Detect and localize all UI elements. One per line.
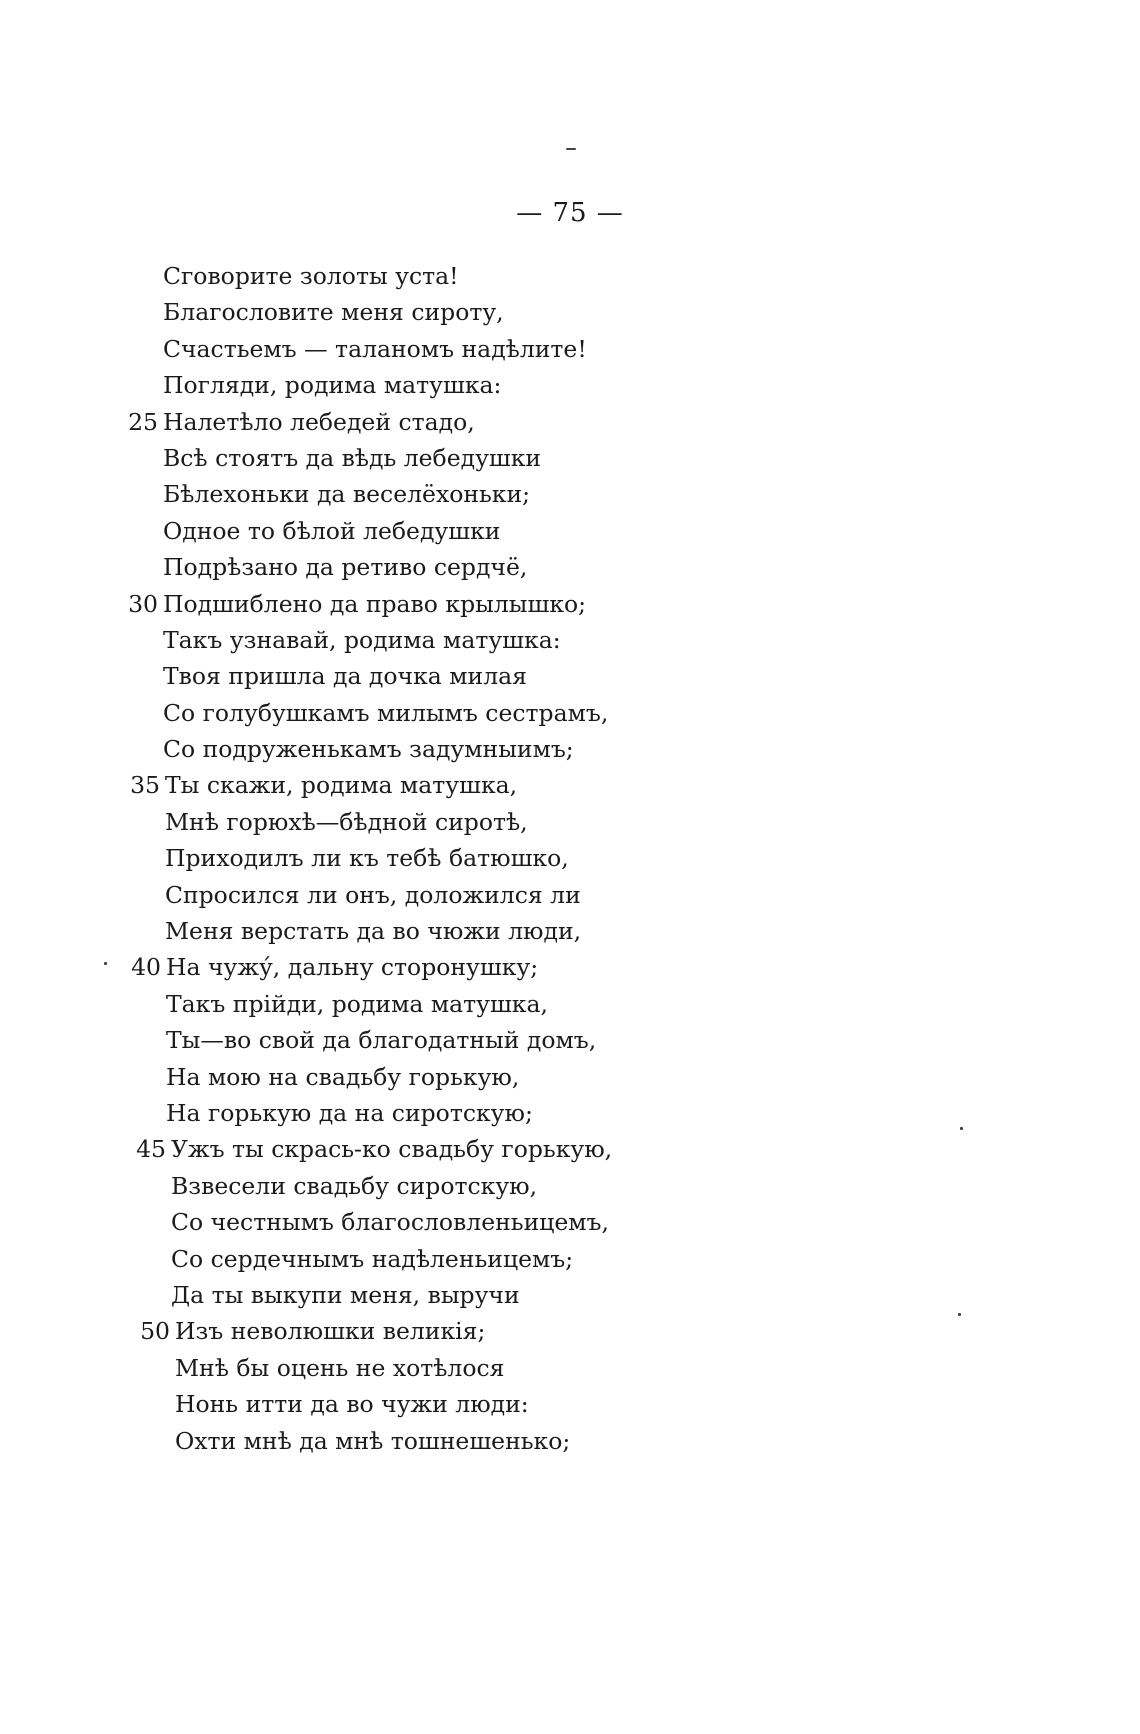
- poem-line: [0, 1313, 1140, 1349]
- line-text: Охти мнѣ да мнѣ тошнешенько;: [175, 1426, 571, 1455]
- poem-line: [0, 1350, 1140, 1386]
- line-number: 50: [140, 1317, 170, 1346]
- line-text: Со честнымъ благословленьицемъ,: [171, 1208, 609, 1237]
- poem-line: [0, 1022, 1140, 1058]
- line-text: Да ты выкупи меня, выручи: [171, 1280, 520, 1309]
- line-text: Взвесели свадьбу сиротскую,: [171, 1171, 538, 1200]
- line-text: Нонь итти да во чужи люди:: [175, 1390, 529, 1419]
- scan-speck: [958, 1313, 961, 1316]
- poem-line: [0, 258, 1140, 294]
- line-text: Ты—во свой да благодатный домъ,: [166, 1026, 597, 1055]
- line-number: 25: [128, 407, 158, 436]
- line-text: На чужу́, дальну сторонушку;: [166, 953, 539, 982]
- poem-line: [0, 949, 1140, 985]
- poem-line: [0, 840, 1140, 876]
- line-text: Меня верстать да во чюжи люди,: [165, 917, 582, 946]
- poem-line: [0, 294, 1140, 330]
- poem-line: [0, 913, 1140, 949]
- poem-line: [0, 731, 1140, 767]
- poem-line: [0, 440, 1140, 476]
- line-text: Такъ узнавай, родима матушка:: [163, 625, 561, 654]
- poem: [0, 258, 1140, 1459]
- line-text: Подшиблено да право крылышко;: [163, 589, 587, 618]
- poem-line: [0, 331, 1140, 367]
- line-text: Счастьемъ — таланомъ надѣлите!: [163, 334, 587, 363]
- poem-line: [0, 404, 1140, 440]
- poem-line: [0, 622, 1140, 658]
- poem-line: [0, 658, 1140, 694]
- poem-line: [0, 1241, 1140, 1277]
- poem-line: [0, 1386, 1140, 1422]
- line-text: На горькую да на сиротскую;: [166, 1098, 533, 1127]
- line-text: Со сердечнымъ надѣленьицемъ;: [171, 1244, 574, 1273]
- poem-line: [0, 513, 1140, 549]
- line-text: Приходилъ ли къ тебѣ батюшко,: [165, 844, 569, 873]
- line-text: Ты скажи, родима матушка,: [165, 771, 518, 800]
- poem-line: [0, 549, 1140, 585]
- poem-line: [0, 586, 1140, 622]
- line-number: 40: [131, 953, 161, 982]
- line-text: Бѣлехоньки да веселёхоньки;: [163, 480, 531, 509]
- line-text: Всѣ стоятъ да вѣдь лебедушки: [163, 443, 542, 472]
- poem-line: [0, 1423, 1140, 1459]
- poem-line: [0, 1168, 1140, 1204]
- line-number: 45: [136, 1135, 166, 1164]
- poem-line: [0, 1095, 1140, 1131]
- line-number: 30: [128, 589, 158, 618]
- line-text: Одное то бѣлой лебедушки: [163, 516, 501, 545]
- line-text: Мнѣ бы оцень не хотѣлося: [175, 1353, 505, 1382]
- scan-speck: [104, 962, 107, 965]
- line-text: Налетѣло лебедей стадо,: [163, 407, 475, 436]
- poem-line: [0, 695, 1140, 731]
- poem-line: [0, 1131, 1140, 1167]
- poem-line: [0, 877, 1140, 913]
- line-text: Сговорите золоты уста!: [163, 262, 459, 290]
- line-text: Подрѣзано да ретиво сердчё,: [163, 553, 528, 582]
- line-text: Такъ прійди, родима матушка,: [166, 989, 548, 1018]
- poem-line: [0, 1277, 1140, 1313]
- line-text: Мнѣ горюхѣ—бѣдной сиротѣ,: [165, 807, 528, 836]
- poem-line: [0, 1059, 1140, 1095]
- line-text: Ужъ ты скрась-ко свадьбу горькую,: [171, 1135, 613, 1164]
- poem-line: [0, 804, 1140, 840]
- scan-speck: [566, 148, 576, 150]
- poem-line: [0, 986, 1140, 1022]
- poem-line: [0, 367, 1140, 403]
- line-text: Изъ неволюшки великія;: [175, 1317, 486, 1346]
- line-text: Со голубушкамъ милымъ сестрамъ,: [163, 698, 609, 727]
- page-number: — 75 —: [516, 198, 624, 228]
- line-text: Погляди, родима матушка:: [163, 371, 502, 400]
- line-text: Твоя пришла да дочка милая: [163, 662, 527, 691]
- line-text: Благословите меня сироту,: [163, 298, 504, 327]
- line-text: Со подруженькамъ задумныимъ;: [163, 735, 574, 764]
- line-text: На мою на свадьбу горькую,: [166, 1062, 520, 1091]
- scan-speck: [960, 1127, 963, 1130]
- line-number: 35: [130, 771, 160, 800]
- poem-line: [0, 767, 1140, 803]
- line-text: Спросился ли онъ, доложился ли: [165, 880, 581, 909]
- poem-line: [0, 476, 1140, 512]
- poem-line: [0, 1204, 1140, 1240]
